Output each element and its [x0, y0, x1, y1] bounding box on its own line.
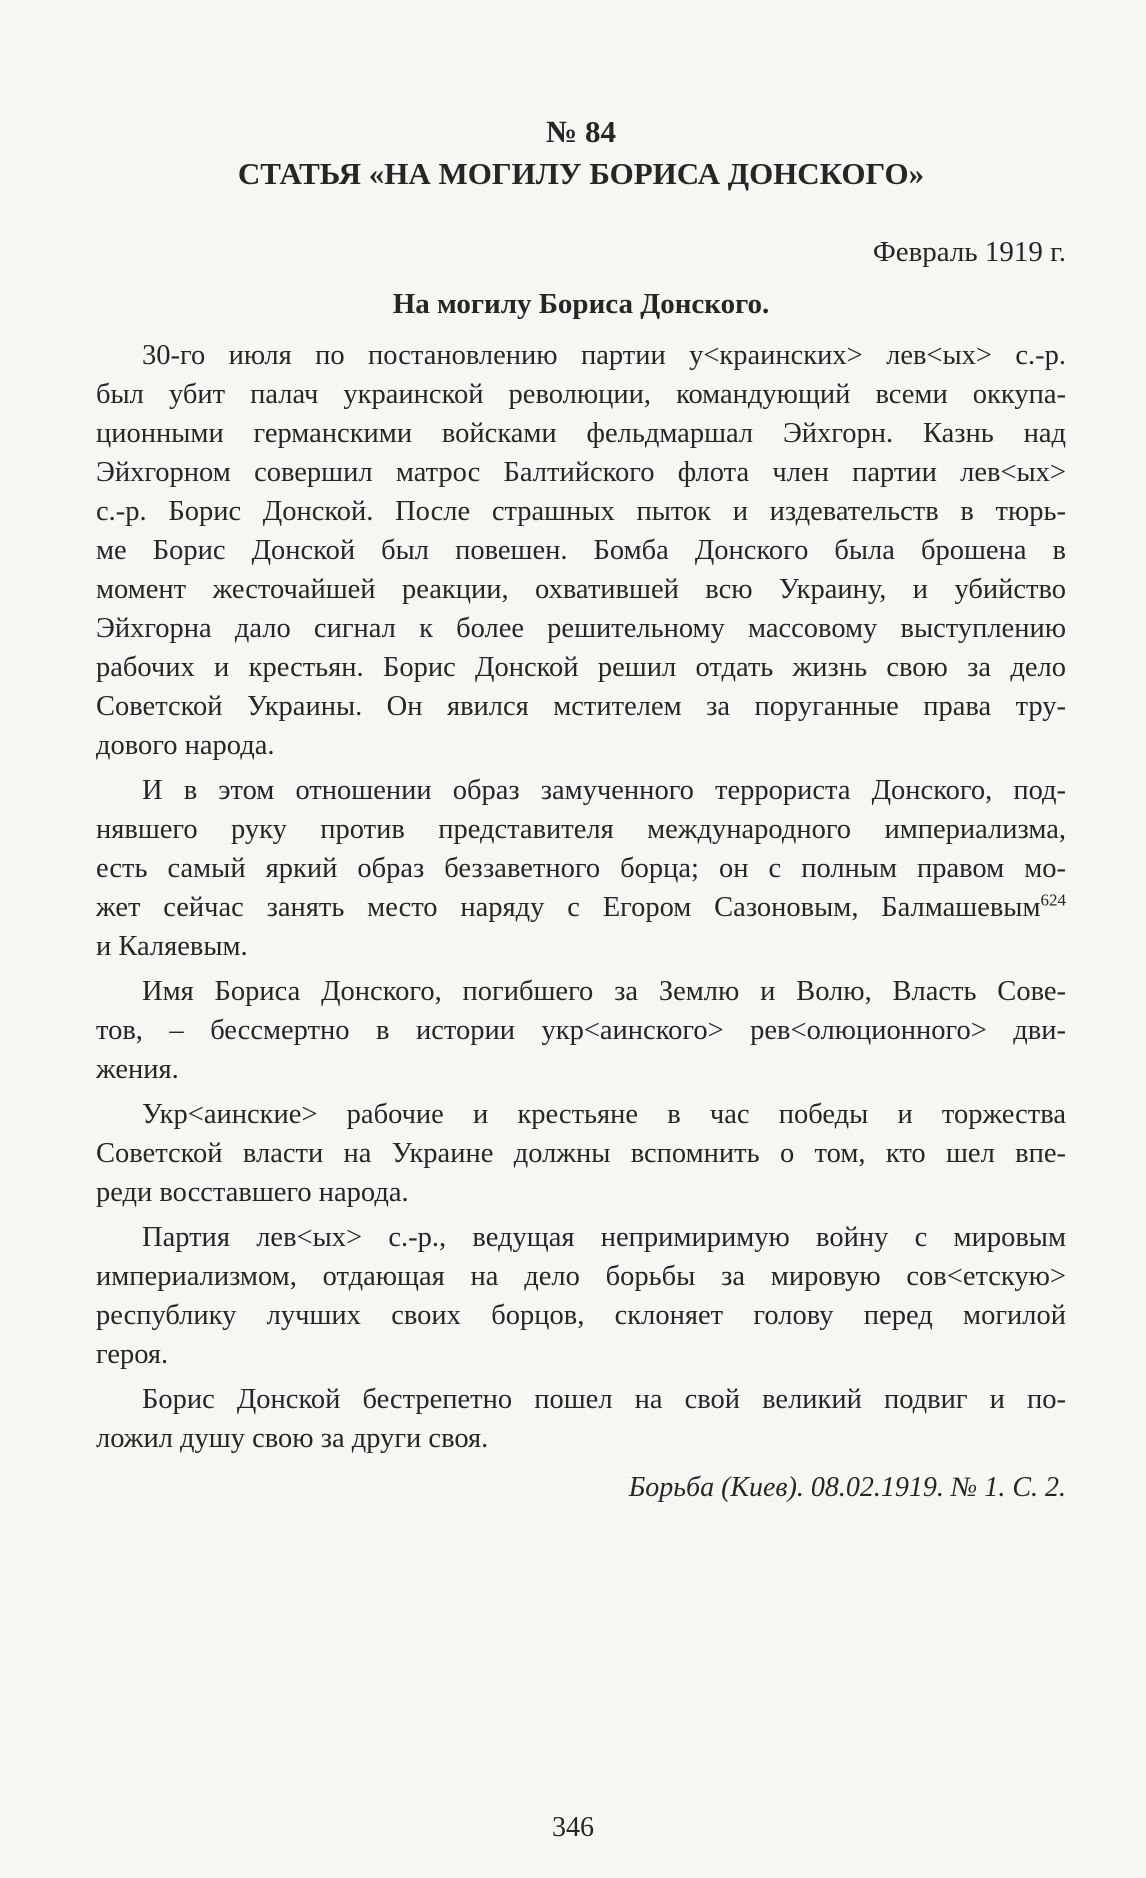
paragraph [96, 972, 1066, 1089]
text-line [96, 1296, 1066, 1335]
text-line-content: жения. [96, 1054, 179, 1085]
text-line [96, 1257, 1066, 1296]
text-line-content: Укр<аинские> рабочие и крестьяне в час победы и торжества [142, 1099, 1066, 1130]
text-line-content: ционными германскими войсками фельдмаршал Эйхгорн. Казнь над [96, 418, 1066, 449]
text-line [96, 1095, 1066, 1134]
footnote-marker: 624 [1040, 890, 1066, 910]
document-number: № 84 [546, 114, 616, 149]
text-line-content: был убит палач украинской революции, командующий всеми оккупа- [96, 379, 1066, 410]
text-line [96, 570, 1066, 609]
text-line [96, 726, 1066, 765]
text-line [96, 492, 1066, 531]
paragraph [96, 336, 1066, 765]
text-line-content: ложил душу свою за други своя. [96, 1423, 489, 1454]
text-line-content: Эйхгорна дало сигнал к более решительному массовому выступлению [96, 613, 1066, 644]
text-line [96, 1134, 1066, 1173]
text-line [96, 336, 1066, 375]
text-line-content: Борис Донской бестрепетно пошел на свой великий подвиг и по- [142, 1384, 1066, 1415]
text-line [96, 648, 1066, 687]
text-line [96, 687, 1066, 726]
text-line-content: нявшего руку против представителя международного империализма, [96, 814, 1066, 845]
text-line [96, 1011, 1066, 1050]
text-line-content: 30-го июля по постановлению партии у<краинских> лев<ых> с.-р. [142, 340, 1066, 371]
article-subtitle: На могилу Бориса Донского. [392, 288, 770, 320]
text-line-content: реди восставшего народа. [96, 1177, 409, 1208]
text-line-content: Партия лев<ых> с.-р., ведущая непримиримую войну с мировым [142, 1222, 1066, 1253]
text-line [96, 849, 1066, 888]
text-line [96, 453, 1066, 492]
paragraph [96, 1095, 1066, 1212]
text-line [96, 1173, 1066, 1212]
paragraph [96, 771, 1066, 966]
paragraph [96, 1380, 1066, 1458]
text-line-content: Имя Бориса Донского, погибшего за Землю и Волю, Власть Сове- [142, 976, 1066, 1007]
text-line-content: жет сейчас занять место наряду с Егором Сазоновым, Балмашевым [96, 892, 1041, 923]
article-body [96, 336, 1066, 1464]
text-line [96, 1218, 1066, 1257]
text-line-content: с.-р. Борис Донской. После страшных пыток и издевательств в тюрь- [96, 496, 1066, 527]
text-line-content: рабочих и крестьян. Борис Донской решил отдать жизнь свою за дело [96, 652, 1066, 683]
text-line-content: момент жесточайшей реакции, охватившей всю Украину, и убийство [96, 574, 1066, 605]
document-title: СТАТЬЯ «НА МОГИЛУ БОРИСА ДОНСКОГО» [237, 156, 925, 191]
source-citation: Борьба (Киев). 08.02.1919. № 1. С. 2. [628, 1472, 1066, 1503]
text-line-content: дового народа. [96, 730, 275, 761]
text-line [96, 1380, 1066, 1419]
text-line-content: Советской Украины. Он явился мстителем за поруганные права тру- [96, 691, 1066, 722]
page-number: 346 [552, 1812, 594, 1843]
paragraph [96, 1218, 1066, 1374]
text-line [96, 414, 1066, 453]
text-line [96, 531, 1066, 570]
text-line-content: героя. [96, 1339, 169, 1370]
text-line-content: и Каляевым. [96, 931, 248, 962]
text-line-content: империализмом, отдающая на дело борьбы за мировую сов<етскую> [96, 1261, 1066, 1292]
text-line-content: тов, – бессмертно в истории укр<аинского> рев<олюционного> дви- [96, 1015, 1066, 1046]
text-line [96, 609, 1066, 648]
text-line [96, 771, 1066, 810]
text-line [96, 375, 1066, 414]
text-line-content: республику лучших своих борцов, склоняет голову перед могилой [96, 1300, 1066, 1331]
text-line [96, 1419, 1066, 1458]
text-line [96, 888, 1066, 927]
text-line [96, 972, 1066, 1011]
document-date: Февраль 1919 г. [872, 236, 1066, 268]
text-line [96, 1050, 1066, 1089]
text-line [96, 810, 1066, 849]
text-line-content: есть самый яркий образ беззаветного борца; он с полным правом мо- [96, 853, 1066, 884]
text-line-content: ме Борис Донской был повешен. Бомба Донского была брошена в [96, 535, 1066, 566]
text-line [96, 1335, 1066, 1374]
text-line-content: Советской власти на Украине должны вспомнить о том, кто шел впе- [96, 1138, 1066, 1169]
text-line-content: И в этом отношении образ замученного террориста Донского, под- [142, 775, 1066, 806]
text-line-content: Эйхгорном совершил матрос Балтийского флота член партии лев<ых> [96, 457, 1066, 488]
text-line [96, 927, 1066, 966]
